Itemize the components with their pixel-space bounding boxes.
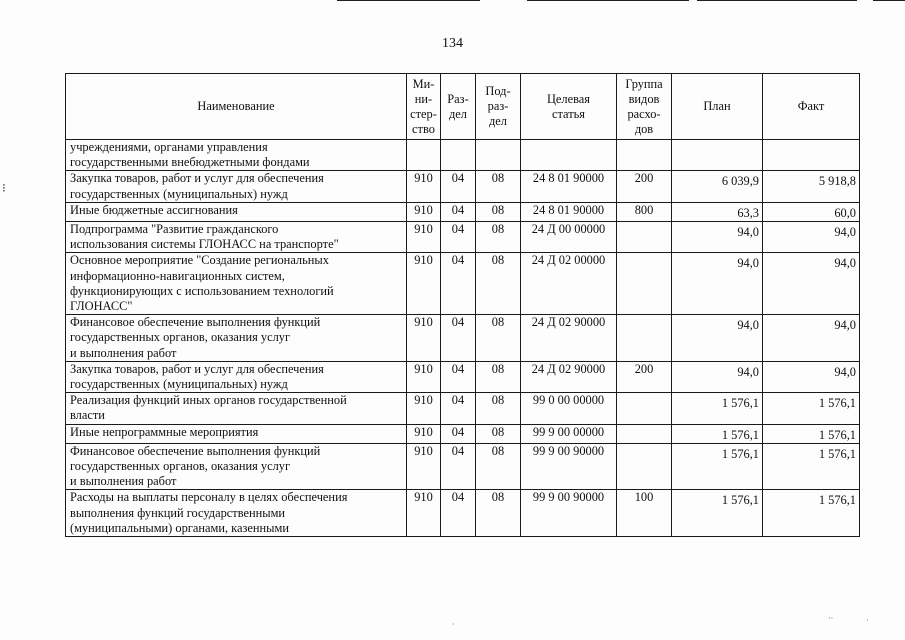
row-ministry: 910	[407, 393, 441, 424]
row-subsection: 08	[476, 490, 521, 537]
row-subsection: 08	[476, 361, 521, 392]
page-number: 134	[442, 36, 463, 51]
budget-table	[65, 73, 860, 537]
row-subsection: 08	[476, 222, 521, 253]
row-subsection: 08	[476, 424, 521, 443]
row-fact: 94,0	[763, 361, 860, 392]
row-ministry: 910	[407, 222, 441, 253]
row-name: Основное мероприятие "Создание региональных информационно-навигационных систем, функционирующих с использованием технологий ГЛОНАСС"	[66, 253, 407, 315]
row-subsection: 08	[476, 253, 521, 315]
row-ministry	[407, 140, 441, 171]
row-section: 04	[441, 361, 476, 392]
top-edge-line	[527, 0, 689, 1]
row-ministry: 910	[407, 443, 441, 490]
row-subsection: 08	[476, 443, 521, 490]
row-section: 04	[441, 315, 476, 362]
row-ministry: 910	[407, 171, 441, 202]
row-section: 04	[441, 171, 476, 202]
header-name: Наименование	[66, 74, 407, 140]
header-section: Раз- дел	[441, 74, 476, 140]
row-target-article: 24 Д 00 00000	[521, 222, 617, 253]
row-target-article: 99 9 00 90000	[521, 443, 617, 490]
row-name: Иные непрограммные мероприятия	[66, 424, 407, 443]
row-fact: 5 918,8	[763, 171, 860, 202]
header-ministry: Ми- ни- стер- ство	[407, 74, 441, 140]
row-target-article: 99 9 00 00000	[521, 424, 617, 443]
row-plan: 6 039,9	[672, 171, 763, 202]
top-edge-line	[697, 0, 857, 1]
row-name: Закупка товаров, работ и услуг для обеспечения государственных (муниципальных) нужд	[66, 361, 407, 392]
row-fact: 1 576,1	[763, 443, 860, 490]
table-header-row	[66, 74, 860, 140]
row-ministry: 910	[407, 202, 441, 221]
row-section: 04	[441, 222, 476, 253]
row-target-article	[521, 140, 617, 171]
row-plan: 94,0	[672, 361, 763, 392]
row-expense-group	[617, 443, 672, 490]
row-target-article: 24 Д 02 90000	[521, 315, 617, 362]
row-expense-group	[617, 140, 672, 171]
row-name: Подпрограмма "Развитие гражданского использования системы ГЛОНАСС на транспорте"	[66, 222, 407, 253]
row-name: Финансовое обеспечение выполнения функций государственных органов, оказания услуг и выполнения работ	[66, 315, 407, 362]
row-expense-group: 800	[617, 202, 672, 221]
header-subsection: Под- раз- дел	[476, 74, 521, 140]
row-expense-group: 200	[617, 361, 672, 392]
row-target-article: 24 8 01 90000	[521, 171, 617, 202]
row-name: Финансовое обеспечение выполнения функций государственных органов, оказания услуг и выполнения работ	[66, 443, 407, 490]
row-fact: 1 576,1	[763, 424, 860, 443]
row-target-article: 24 Д 02 90000	[521, 361, 617, 392]
row-subsection: 08	[476, 202, 521, 221]
header-plan: План	[672, 74, 763, 140]
row-section: 04	[441, 490, 476, 537]
row-plan: 1 576,1	[672, 393, 763, 424]
row-fact: 94,0	[763, 315, 860, 362]
margin-mark: ⁝	[2, 181, 6, 195]
table-row	[66, 361, 860, 392]
table-row	[66, 315, 860, 362]
row-expense-group: 100	[617, 490, 672, 537]
table-row	[66, 140, 860, 171]
row-subsection: 08	[476, 315, 521, 362]
row-ministry: 910	[407, 361, 441, 392]
row-name: Закупка товаров, работ и услуг для обеспечения государственных (муниципальных) нужд	[66, 171, 407, 202]
row-fact	[763, 140, 860, 171]
row-fact: 94,0	[763, 253, 860, 315]
table-row	[66, 253, 860, 315]
table-row	[66, 424, 860, 443]
header-expense-group: Группа видов расхо- дов	[617, 74, 672, 140]
row-expense-group	[617, 253, 672, 315]
row-subsection: 08	[476, 171, 521, 202]
table-row	[66, 171, 860, 202]
row-ministry: 910	[407, 315, 441, 362]
row-plan: 94,0	[672, 315, 763, 362]
table-row	[66, 222, 860, 253]
row-expense-group	[617, 393, 672, 424]
row-name: Расходы на выплаты персоналу в целях обеспечения выполнения функций государственными (муниципальными) органами, казенными	[66, 490, 407, 537]
row-section: 04	[441, 424, 476, 443]
row-target-article: 24 8 01 90000	[521, 202, 617, 221]
header-fact: Факт	[763, 74, 860, 140]
row-fact: 60,0	[763, 202, 860, 221]
table-row	[66, 393, 860, 424]
row-plan: 63,3	[672, 202, 763, 221]
row-ministry: 910	[407, 424, 441, 443]
row-expense-group	[617, 315, 672, 362]
row-section: 04	[441, 443, 476, 490]
row-section: 04	[441, 393, 476, 424]
row-expense-group	[617, 222, 672, 253]
row-name: Реализация функций иных органов государственной власти	[66, 393, 407, 424]
scan-speck: ·	[452, 620, 455, 629]
row-fact: 1 576,1	[763, 393, 860, 424]
top-edge-line	[337, 0, 480, 1]
row-expense-group: 200	[617, 171, 672, 202]
row-ministry: 910	[407, 490, 441, 537]
top-edge-line	[873, 0, 905, 1]
table-row	[66, 202, 860, 221]
row-section: 04	[441, 253, 476, 315]
row-subsection	[476, 140, 521, 171]
row-plan	[672, 140, 763, 171]
row-section: 04	[441, 202, 476, 221]
row-plan: 94,0	[672, 253, 763, 315]
row-expense-group	[617, 424, 672, 443]
header-target-article: Целевая статья	[521, 74, 617, 140]
row-section	[441, 140, 476, 171]
row-name: учреждениями, органами управления государственными внебюджетными фондами	[66, 140, 407, 171]
row-plan: 94,0	[672, 222, 763, 253]
row-name: Иные бюджетные ассигнования	[66, 202, 407, 221]
table-row	[66, 490, 860, 537]
table-row	[66, 443, 860, 490]
row-fact: 1 576,1	[763, 490, 860, 537]
row-fact: 94,0	[763, 222, 860, 253]
row-plan: 1 576,1	[672, 424, 763, 443]
row-subsection: 08	[476, 393, 521, 424]
row-plan: 1 576,1	[672, 443, 763, 490]
row-target-article: 24 Д 02 00000	[521, 253, 617, 315]
row-target-article: 99 0 00 00000	[521, 393, 617, 424]
row-target-article: 99 9 00 90000	[521, 490, 617, 537]
scan-speck: ·	[866, 616, 869, 625]
scan-speck: ··	[828, 614, 834, 623]
row-ministry: 910	[407, 253, 441, 315]
row-plan: 1 576,1	[672, 490, 763, 537]
